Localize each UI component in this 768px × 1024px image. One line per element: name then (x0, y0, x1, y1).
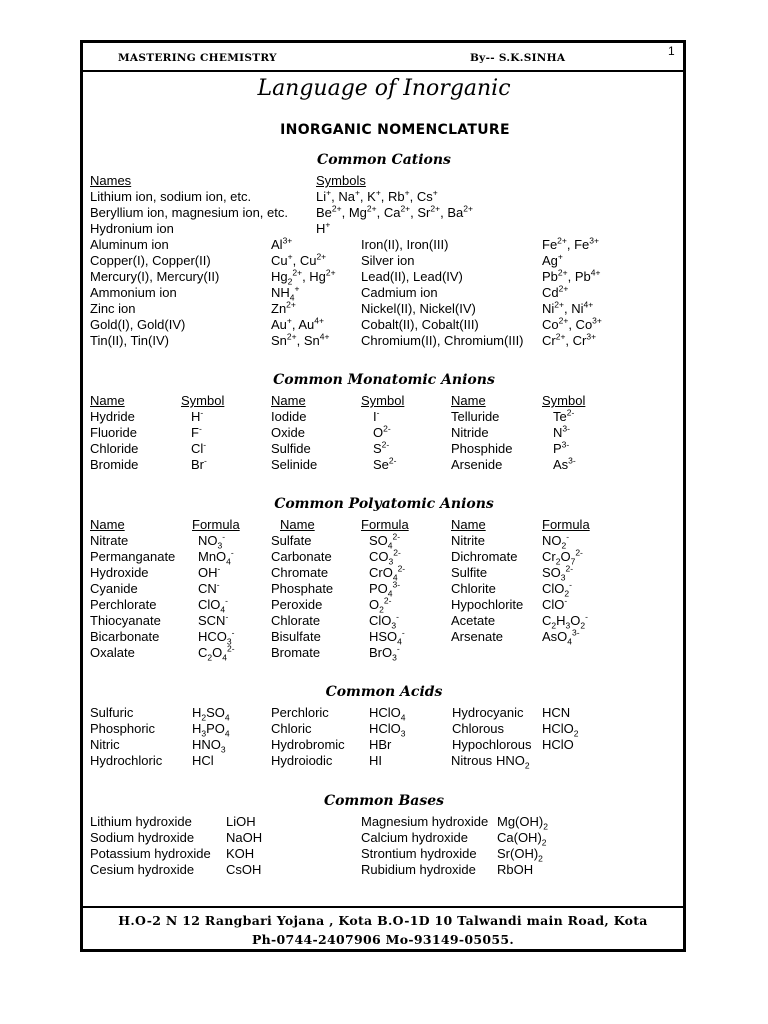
anion-formula: $HCO_3^-$ (198, 627, 235, 647)
monatomic-header: Name (451, 393, 486, 408)
anion-symbol: $N^{3-}$ (553, 423, 570, 440)
anion-formula: $O_2^{2-}$ (369, 595, 392, 615)
cation-name: Silver ion (361, 253, 415, 268)
acid-name: Hydrochloric (90, 753, 163, 768)
footer-rule (83, 906, 683, 908)
cation-name: Lead(II), Lead(IV) (361, 269, 463, 284)
cation-symbol: Cu+, $Cu^{2+}$ (271, 251, 327, 268)
acid-name: Phosphoric (90, 721, 156, 736)
polyatomic-header: Name (90, 517, 125, 532)
anion-name: Nitrate (90, 533, 129, 548)
acid-name: Hypochlorous (452, 737, 532, 752)
cation-symbol: Li+, Na+, K+, Rb+, Cs+ (316, 187, 438, 204)
cation-name: Zinc ion (90, 301, 136, 316)
acid-formula: HCN (542, 705, 571, 720)
base-formula: $Mg(OH)_2$ (497, 814, 548, 832)
anion-symbol: I- (373, 407, 380, 424)
anion-name: Hydride (90, 409, 135, 424)
monatomic-header: Name (271, 393, 306, 408)
anion-name: Sulfate (271, 533, 312, 548)
acid-name: Sulfuric (90, 705, 134, 720)
page-number: 1 (668, 44, 675, 58)
base-name: Sodium hydroxide (90, 830, 195, 845)
anion-name: Oxide (271, 425, 305, 440)
cation-symbol: $Ni^{2+}$, $Ni^{4+}$ (542, 299, 594, 316)
base-name: Magnesium hydroxide (361, 814, 489, 829)
anion-symbol: $P^{3-}$ (553, 439, 570, 456)
anion-formula: CrO$_4^{2-}$ (369, 563, 406, 583)
section-polyatomic-title: Common Polyatomic Anions (274, 496, 494, 512)
anion-symbol: $As^{3-}$ (553, 455, 576, 472)
acid-formula: HI (369, 753, 382, 768)
acid-formula: HBr (369, 737, 392, 752)
base-formula: LiOH (226, 814, 256, 829)
cation-name: Hydronium ion (90, 221, 174, 236)
anion-formula: $HSO_4^-$ (369, 627, 405, 647)
base-formula: NaOH (226, 830, 263, 845)
cation-symbol: H+ (316, 219, 331, 236)
acid-name: Hydroiodic (271, 753, 333, 768)
cation-name: Mercury(I), Mercury(II) (90, 269, 220, 284)
anion-name: Nitride (451, 425, 489, 440)
acid-formula: HClO$_4$ (369, 705, 406, 723)
acid-name: Nitrous (451, 753, 493, 768)
anion-symbol: $O^{2-}$ (373, 423, 391, 440)
cation-name: Tin(II), Tin(IV) (90, 333, 169, 348)
header-right: By-- S.K.SINHA (470, 52, 566, 64)
acid-formula: HCl (192, 753, 214, 768)
anion-name: Bromate (271, 645, 321, 660)
cation-name: Cadmium ion (361, 285, 438, 300)
cation-name: Aluminum ion (90, 237, 169, 252)
base-formula: $Ca(OH)_2$ (497, 830, 547, 848)
anion-formula: MnO$_4$- (198, 547, 234, 567)
polyatomic-header: Formula (361, 517, 409, 532)
anion-name: Chloride (90, 441, 139, 456)
anion-name: Nitrite (451, 533, 485, 548)
anion-name: Chlorite (451, 581, 496, 596)
anion-name: Thiocyanate (90, 613, 161, 628)
cation-name: Iron(II), Iron(III) (361, 237, 449, 252)
anion-name: Bisulfate (271, 629, 321, 644)
base-name: Rubidium hydroxide (361, 862, 476, 877)
anion-formula: $SO_3^{2-}$ (542, 563, 574, 583)
base-formula: CsOH (226, 862, 262, 877)
cation-name: Nickel(II), Nickel(IV) (361, 301, 476, 316)
section-monatomic-title: Common Monatomic Anions (273, 372, 495, 388)
anion-name: Acetate (451, 613, 496, 628)
cation-symbol: $Al^{3+}$ (271, 235, 293, 252)
cation-symbol: Au+, $Au^{4+}$ (271, 315, 324, 332)
base-formula: $Sr(OH)_2$ (497, 846, 543, 864)
cation-symbol: $Pb^{2+}$, $Pb^{4+}$ (542, 267, 601, 284)
cation-name: Copper(I), Copper(II) (90, 253, 211, 268)
anion-name: Sulfide (271, 441, 311, 456)
polyatomic-header: Formula (542, 517, 590, 532)
anion-name: Iodide (271, 409, 307, 424)
cation-symbol: $Fe^{2+}$, $Fe^{3+}$ (542, 235, 599, 252)
anion-formula: CN- (198, 579, 220, 596)
cation-symbol: Ag+ (542, 251, 563, 268)
anion-name: Selinide (271, 457, 318, 472)
anion-formula: ClO$_3$- (369, 611, 399, 631)
anion-name: Carbonate (271, 549, 332, 564)
base-name: Lithium hydroxide (90, 814, 192, 829)
anion-symbol: F- (191, 423, 202, 440)
anion-name: Permanganate (90, 549, 176, 564)
cation-name: Cobalt(II), Cobalt(III) (361, 317, 479, 332)
anion-name: Dichromate (451, 549, 518, 564)
anion-formula: OH- (198, 563, 221, 580)
anion-name: Fluoride (90, 425, 137, 440)
header-rule (83, 70, 683, 72)
anion-name: Cyanide (90, 581, 138, 596)
cation-name: Gold(I), Gold(IV) (90, 317, 186, 332)
base-name: Calcium hydroxide (361, 830, 468, 845)
anion-symbol: Br- (191, 455, 207, 472)
anion-name: Perchlorate (90, 597, 157, 612)
anion-formula: ClO$_2$- (542, 579, 572, 599)
anion-name: Hypochlorite (451, 597, 524, 612)
base-name: Strontium hydroxide (361, 846, 477, 861)
monatomic-header: Symbol (181, 393, 225, 408)
anion-symbol: Cl- (191, 439, 207, 456)
base-formula: RbOH (497, 862, 534, 877)
acid-name: Chlorous (452, 721, 505, 736)
acid-formula: $H_2SO_4$ (192, 705, 230, 723)
acid-name: Hydrocyanic (452, 705, 524, 720)
acid-formula: HClO$_2$ (542, 721, 579, 739)
cation-symbol: $Sn^{2+}$, $Sn^{4+}$ (271, 331, 330, 348)
anion-formula: AsO$_4^{3-}$ (542, 627, 580, 647)
anion-name: Oxalate (90, 645, 135, 660)
anion-name: Sulfite (451, 565, 488, 580)
page-subtitle: INORGANIC NOMENCLATURE (280, 122, 510, 138)
cation-symbol: $Hg_2^{2+}$, $Hg^{2+}$ (271, 267, 336, 287)
anion-name: Chromate (271, 565, 329, 580)
monatomic-header: Symbol (542, 393, 586, 408)
cation-header-symbols: Symbols (316, 173, 366, 188)
acid-formula: $H_3PO_4$ (192, 721, 230, 739)
anion-formula: $Cr_2O_7^{2-}$ (542, 547, 583, 567)
anion-formula: $NO_2^-$ (542, 531, 570, 551)
anion-formula: ClO$_4$- (198, 595, 228, 615)
polyatomic-header: Name (280, 517, 315, 532)
acid-name: Nitric (90, 737, 120, 752)
page-title: Language of Inorganic (257, 76, 511, 101)
footer-address: H.O-2 N 12 Rangbari Yojana , Kota B.O-1D 10 Talwandi main Road, Kota (118, 913, 648, 928)
monatomic-header: Name (90, 393, 125, 408)
cation-symbol: $Be^{2+}$, $Mg^{2+}$, $Ca^{2+}$, $Sr^{2+}$, $Ba^{2+}$ (316, 203, 473, 220)
cation-symbol: $Zn^{2+}$ (271, 299, 296, 316)
anion-name: Bicarbonate (90, 629, 160, 644)
acid-name: Hydrobromic (271, 737, 345, 752)
anion-formula: BrO$_3$- (369, 643, 400, 663)
anion-name: Phosphate (271, 581, 334, 596)
anion-name: Arsenide (451, 457, 503, 472)
header-left: MASTERING CHEMISTRY (118, 52, 277, 64)
anion-name: Phosphide (451, 441, 513, 456)
anion-formula: $C_2O_4^{2-}$ (198, 643, 235, 663)
anion-symbol: $Se^{2-}$ (373, 455, 397, 472)
acid-name: Chloric (271, 721, 312, 736)
section-cations-title: Common Cations (317, 152, 451, 168)
anion-symbol: $S^{2-}$ (373, 439, 390, 456)
cation-name: Beryllium ion, magnesium ion, etc. (90, 205, 288, 220)
footer-phone: Ph-0744-2407906 Mo-93149-05055. (251, 932, 515, 947)
base-formula: KOH (226, 846, 255, 861)
anion-formula: ClO- (542, 595, 568, 612)
anion-name: Hydroxide (90, 565, 149, 580)
cation-name: Lithium ion, sodium ion, etc. (90, 189, 252, 204)
base-name: Potassium hydroxide (90, 846, 211, 861)
cation-name: Chromium(II), Chromium(III) (361, 333, 524, 348)
anion-symbol: $Te^{2-}$ (553, 407, 575, 424)
acid-formula: $HNO_3$ (192, 737, 226, 755)
monatomic-header: Symbol (361, 393, 405, 408)
acid-name: Perchloric (271, 705, 329, 720)
acid-formula: HClO (542, 737, 574, 752)
acid-formula: $HNO_2$ (496, 753, 530, 771)
cation-symbol: $Cd^{2+}$ (542, 283, 569, 300)
anion-formula: $SO_4^{2-}$ (369, 531, 401, 551)
anion-name: Bromide (90, 457, 139, 472)
anion-name: Arsenate (451, 629, 504, 644)
cation-symbol: $Cr^{2+}$, $Cr^{3+}$ (542, 331, 597, 348)
base-name: Cesium hydroxide (90, 862, 195, 877)
anion-formula: SCN- (198, 611, 229, 628)
section-acids-title: Common Acids (325, 684, 443, 700)
polyatomic-header: Name (451, 517, 486, 532)
anion-formula: $NO_3^-$ (198, 531, 226, 551)
cation-name: Ammonium ion (90, 285, 177, 300)
acid-formula: HClO$_3$ (369, 721, 406, 739)
cation-symbol: $NH_4^+$ (271, 283, 300, 303)
cation-symbol: $Co^{2+}$, $Co^{3+}$ (542, 315, 602, 332)
anion-name: Telluride (451, 409, 500, 424)
anion-formula: $C_2H_3O_2^-$ (542, 611, 588, 631)
anion-symbol: H- (191, 407, 204, 424)
anion-formula: $CO_3^{2-}$ (369, 547, 401, 567)
section-bases-title: Common Bases (323, 793, 445, 809)
anion-name: Peroxide (271, 597, 323, 612)
polyatomic-header: Formula (192, 517, 240, 532)
anion-formula: $PO_4^{3-}$ (369, 579, 401, 599)
cation-header-names: Names (90, 173, 132, 188)
anion-name: Chlorate (271, 613, 321, 628)
